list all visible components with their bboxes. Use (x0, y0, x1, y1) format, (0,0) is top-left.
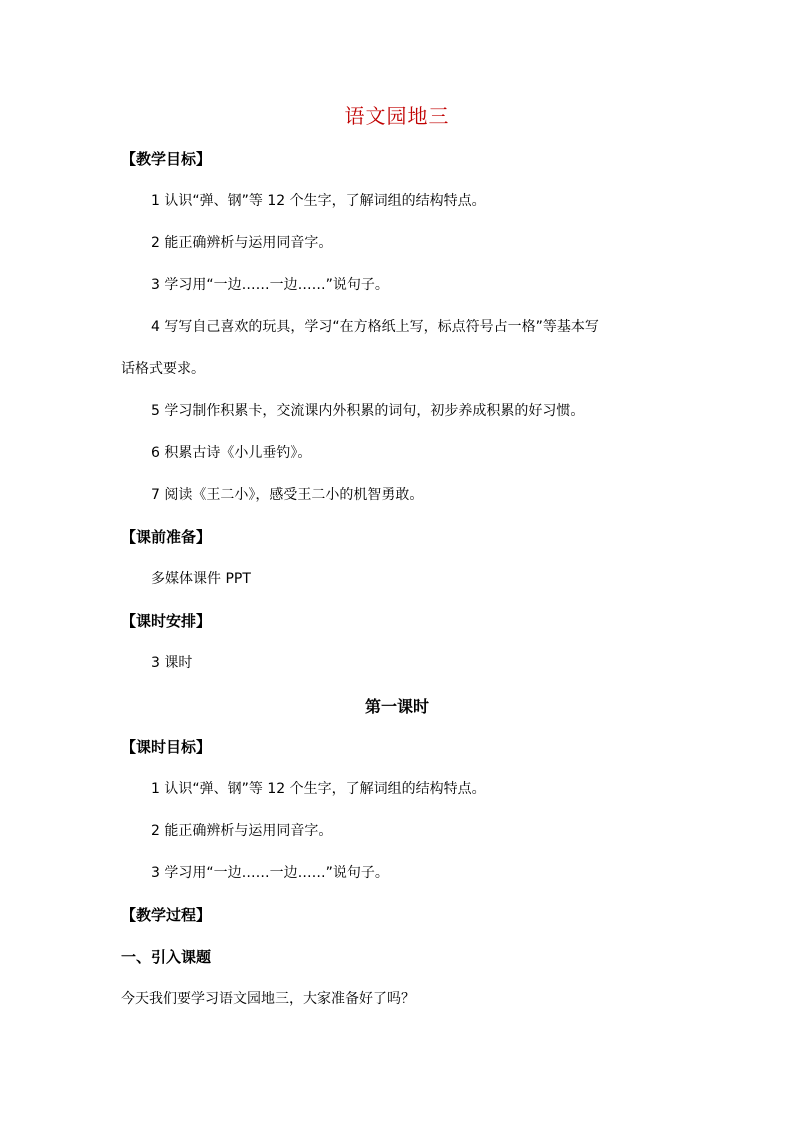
lesson1-title: 第一课时 (364, 697, 429, 716)
lesson-goal-item: 1 认识“弹、钢”等 12 个生字，了解词组的结构特点。 (151, 781, 486, 797)
lesson-goals-heading: 【课时目标】 (121, 738, 212, 756)
goal-item: 5 学习制作积累卡，交流课内外积累的词句，初步养成积累的好习惯。 (151, 403, 585, 419)
goals-heading: 【教学目标】 (121, 150, 212, 168)
goal-item-continued: 话格式要求。 (121, 361, 205, 377)
prep-text: 多媒体课件 PPT (151, 571, 251, 587)
goal-item: 2 能正确辨析与运用同音字。 (151, 235, 333, 251)
step1-heading: 一、引入课题 (121, 948, 212, 966)
goal-item: 3 学习用“一边……一边……”说句子。 (151, 277, 389, 293)
goal-item: 4 写写自己喜欢的玩具，学习“在方格纸上写，标点符号占一格”等基本写 (151, 319, 599, 335)
schedule-heading: 【课时安排】 (121, 612, 212, 630)
goal-item: 7 阅读《王二小》，感受王二小的机智勇敢。 (151, 487, 424, 503)
document-title: 语文园地三 (344, 104, 450, 128)
schedule-text: 3 课时 (151, 655, 193, 671)
process-heading: 【教学过程】 (121, 906, 212, 924)
lesson-goal-item: 2 能正确辨析与运用同音字。 (151, 823, 333, 839)
step1-text: 今天我们要学习语文园地三，大家准备好了吗？ (121, 991, 415, 1007)
goal-item: 1 认识“弹、钢”等 12 个生字，了解词组的结构特点。 (151, 193, 486, 209)
goal-item: 6 积累古诗《小儿垂钓》。 (151, 445, 312, 461)
lesson-goal-item: 3 学习用“一边……一边……”说句子。 (151, 865, 389, 881)
prep-heading: 【课前准备】 (121, 528, 212, 546)
